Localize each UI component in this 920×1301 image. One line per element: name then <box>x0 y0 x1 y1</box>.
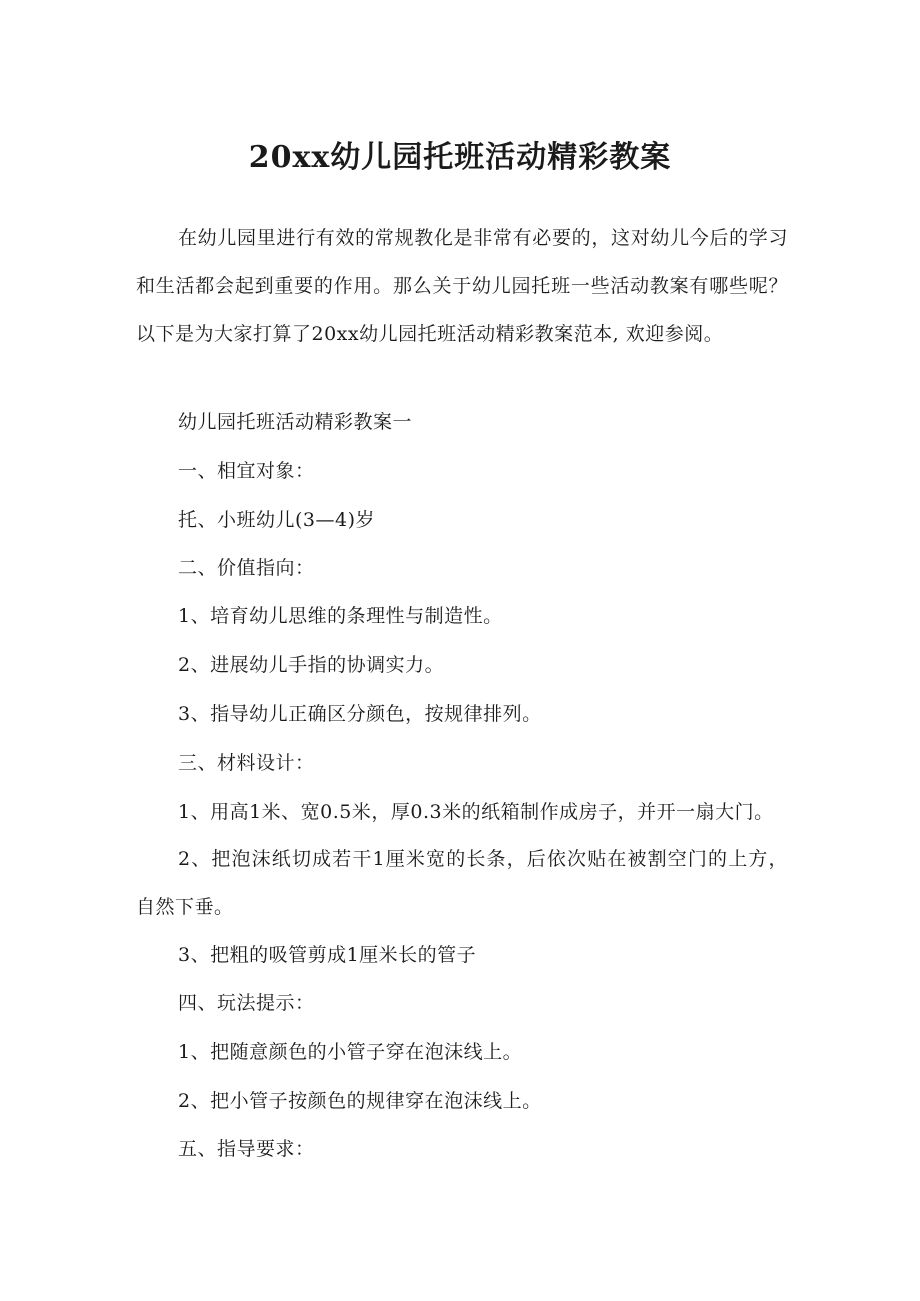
intro-paragraph: 在幼儿园里进行有效的常规教化是非常有必要的，这对幼儿今后的学习和生活都会起到重要的作用。那么关于幼儿园托班一些活动教案有哪些呢？以下是为大家打算了20xx幼儿园托班活动精彩教案范本, 欢迎参阅。 <box>136 227 788 345</box>
heading-guidance-requirements: 五、指导要求： <box>178 1138 315 1160</box>
material-item-3: 3、把粗的吸管剪成1厘米长的管子 <box>178 944 477 966</box>
heading-material-design: 三、材料设计： <box>178 752 315 774</box>
play-tip-2: 2、把小管子按颜色的规律穿在泡沫线上。 <box>178 1090 542 1112</box>
value-item-2: 2、进展幼儿手指的协调实力。 <box>178 654 445 676</box>
value-item-3: 3、指导幼儿正确区分颜色，按规律排列。 <box>178 703 542 725</box>
audience-text: 托、小班幼儿(3—4)岁 <box>178 509 376 531</box>
material-item-1: 1、用高1米、宽0.5米，厚0.3米的纸箱制作成房子，并开一扇大门。 <box>178 801 774 823</box>
heading-suitable-audience: 一、相宜对象： <box>178 460 315 482</box>
value-item-1: 1、培育幼儿思维的条理性与制造性。 <box>178 605 503 627</box>
section-heading-lesson-one: 幼儿园托班活动精彩教案一 <box>178 411 413 433</box>
document-title: 20xx幼儿园托班活动精彩教案 <box>248 140 672 175</box>
play-tip-1: 1、把随意颜色的小管子穿在泡沫线上。 <box>178 1041 523 1063</box>
material-item-2: 2、把泡沫纸切成若干1厘米宽的长条，后依次贴在被割空门的上方，自然下垂。 <box>136 848 788 918</box>
heading-play-tips: 四、玩法提示： <box>178 992 315 1014</box>
heading-value-orientation: 二、价值指向： <box>178 557 315 579</box>
